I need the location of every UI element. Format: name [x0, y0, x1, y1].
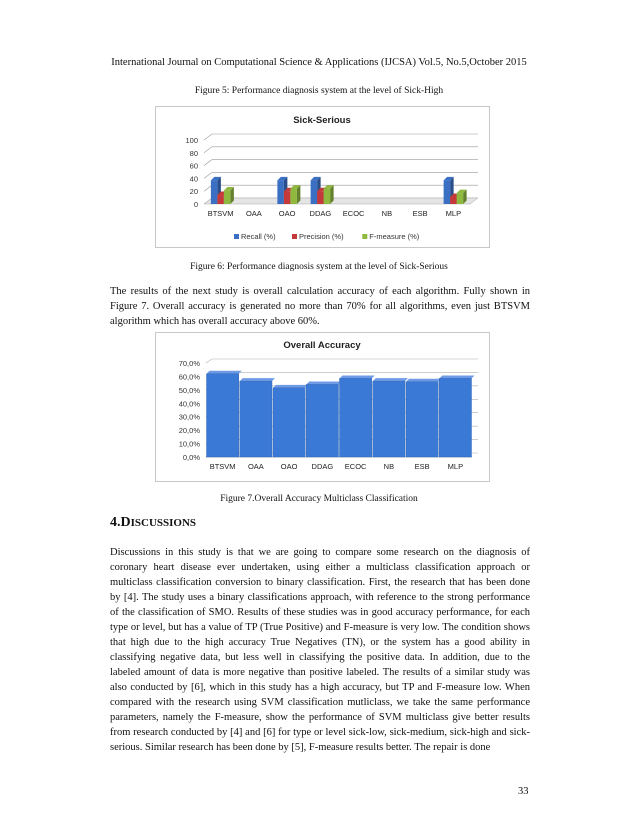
bar	[224, 191, 231, 204]
bar-top	[273, 385, 308, 388]
gridline	[204, 160, 478, 166]
x-tick-label: BTSVM	[209, 462, 236, 471]
chart-floor	[204, 198, 478, 204]
y-tick-label: 70,0%	[178, 359, 200, 368]
bar	[439, 378, 471, 457]
sick-serious-chart	[155, 106, 490, 248]
y-tick-label: 20,0%	[178, 426, 200, 436]
bar-top	[240, 378, 275, 381]
bar	[457, 193, 464, 204]
overall-accuracy-chart	[155, 332, 490, 482]
x-tick-label: ESB	[412, 209, 428, 218]
y-tick-label: 0	[193, 200, 198, 209]
x-tick-label: OAO	[280, 462, 298, 471]
bar	[444, 180, 451, 204]
gridline	[204, 147, 478, 153]
bar-top	[306, 381, 341, 384]
chart-title: Overall Accuracy	[283, 340, 361, 351]
bar-top	[406, 379, 441, 382]
gridline	[206, 372, 478, 376]
figure7-caption: Figure 7.Overall Accuracy Multiclass Classification	[220, 494, 418, 504]
y-tick-label: 100	[185, 136, 198, 145]
x-tick-label: OAA	[247, 462, 264, 471]
y-tick-label: 40,0%	[178, 399, 200, 409]
results-paragraph: The results of the next study is overall calculation accuracy of each algorithm. Fully shown in Figure 7. Overall accuracy is generated no more than 70% for all algorithms, even just BTSVM algorithm which has overall accuracy above 60%.	[110, 286, 530, 327]
y-tick-label: 20	[189, 187, 198, 197]
section-rest: ISCUSSIONS	[130, 517, 197, 529]
gridline	[204, 185, 478, 191]
y-tick-label: 40	[189, 174, 198, 184]
legend-label: F-measure (%)	[369, 232, 420, 241]
section-initial: D	[120, 515, 131, 530]
gridline	[206, 359, 478, 363]
x-tick-label: NB	[383, 462, 395, 471]
bar-top	[439, 375, 474, 378]
page-number: 33	[518, 786, 529, 797]
y-tick-label: 80	[189, 148, 198, 158]
bar	[450, 197, 457, 204]
section-number: 4.	[110, 515, 121, 530]
bar	[217, 195, 224, 204]
bar	[211, 180, 218, 204]
x-tick-label: NB	[381, 209, 393, 218]
legend-label: Precision (%)	[299, 232, 344, 241]
journal-header: International Journal on Computational Science & Applications (IJCSA) Vol.5, No.5,October 2015	[111, 57, 527, 68]
y-tick-label: 0,0%	[182, 453, 200, 462]
gridline	[204, 134, 478, 140]
x-tick-label: BTSVM	[207, 209, 234, 218]
bar	[406, 382, 438, 457]
bar-top	[340, 375, 375, 378]
bar	[340, 378, 372, 457]
y-tick-label: 10,0%	[178, 439, 200, 449]
legend-swatch	[292, 234, 297, 239]
legend-swatch	[362, 234, 367, 239]
bar	[317, 191, 324, 204]
legend-swatch	[234, 234, 239, 239]
chart-title: Sick-Serious	[293, 115, 351, 126]
overall-accuracy-chart-svg	[156, 333, 489, 481]
bar	[311, 180, 318, 204]
y-tick-label: 30,0%	[178, 412, 200, 422]
bar	[306, 384, 338, 457]
x-tick-label: OAO	[278, 209, 296, 218]
legend-label: Recall (%)	[241, 232, 276, 241]
bar	[373, 381, 405, 457]
bar	[240, 381, 272, 457]
x-tick-label: MLP	[445, 209, 462, 218]
sick-serious-chart-svg	[156, 107, 489, 247]
bar	[290, 189, 297, 204]
y-tick-label: 50,0%	[178, 385, 200, 395]
bar-top	[373, 378, 408, 381]
x-tick-label: ECOC	[342, 209, 365, 218]
x-tick-label: DDAG	[309, 209, 332, 218]
y-tick-label: 60	[189, 161, 198, 171]
x-tick-label: OAA	[245, 209, 262, 218]
gridline	[204, 172, 478, 178]
x-tick-label: ECOC	[344, 462, 367, 471]
figure6-caption: Figure 6: Performance diagnosis system at the level of Sick-Serious	[190, 262, 448, 272]
x-tick-label: MLP	[447, 462, 464, 471]
bar	[273, 388, 305, 457]
x-tick-label: DDAG	[311, 462, 334, 471]
x-tick-label: ESB	[414, 462, 430, 471]
y-tick-label: 60,0%	[178, 372, 200, 382]
bar	[207, 374, 239, 457]
section-heading	[110, 515, 196, 531]
bar	[277, 180, 284, 204]
discussion-paragraph: Discussions in this study is that we are going to compare some research on the diagnosis of coronary heart disease ever undertaken, using either a multiclass classification approach or multiclass classification conversion to binary classification. First, the research that has been done by [4]. The study uses a binary classifications approach, with reference to the strong performance of the classification of SMO. Results of these studies was in good accuracy performance, for each type or level, but has a value of TP (True Positive) and F-measure is very low. The condition shows that high due to the high accuracy True Negatives (TN), or the system has a good ability in classifying negative data, but less well in classifying the positive data. In addition, due to the labeled amount of data is more negative than positive labeled. The results of a similar study was also conducted by [6], which in this study has a high accuracy, but TP and F-measure low. When compared with the research using SVM classification mutliclass, we take the same performance parameters, namely the F-measure, show the performance of SVM multiclass give better results from research conducted by [4] and [6] for type or level sick-low, sick-medium, sick-high and sick-serious. Similar research has been done by [5], F-measure results better. The repair is done	[110, 547, 530, 753]
bar	[324, 189, 331, 204]
figure5-caption: Figure 5: Performance diagnosis system at the level of Sick-High	[194, 86, 444, 96]
bar	[284, 191, 291, 204]
bar-top	[207, 371, 242, 374]
